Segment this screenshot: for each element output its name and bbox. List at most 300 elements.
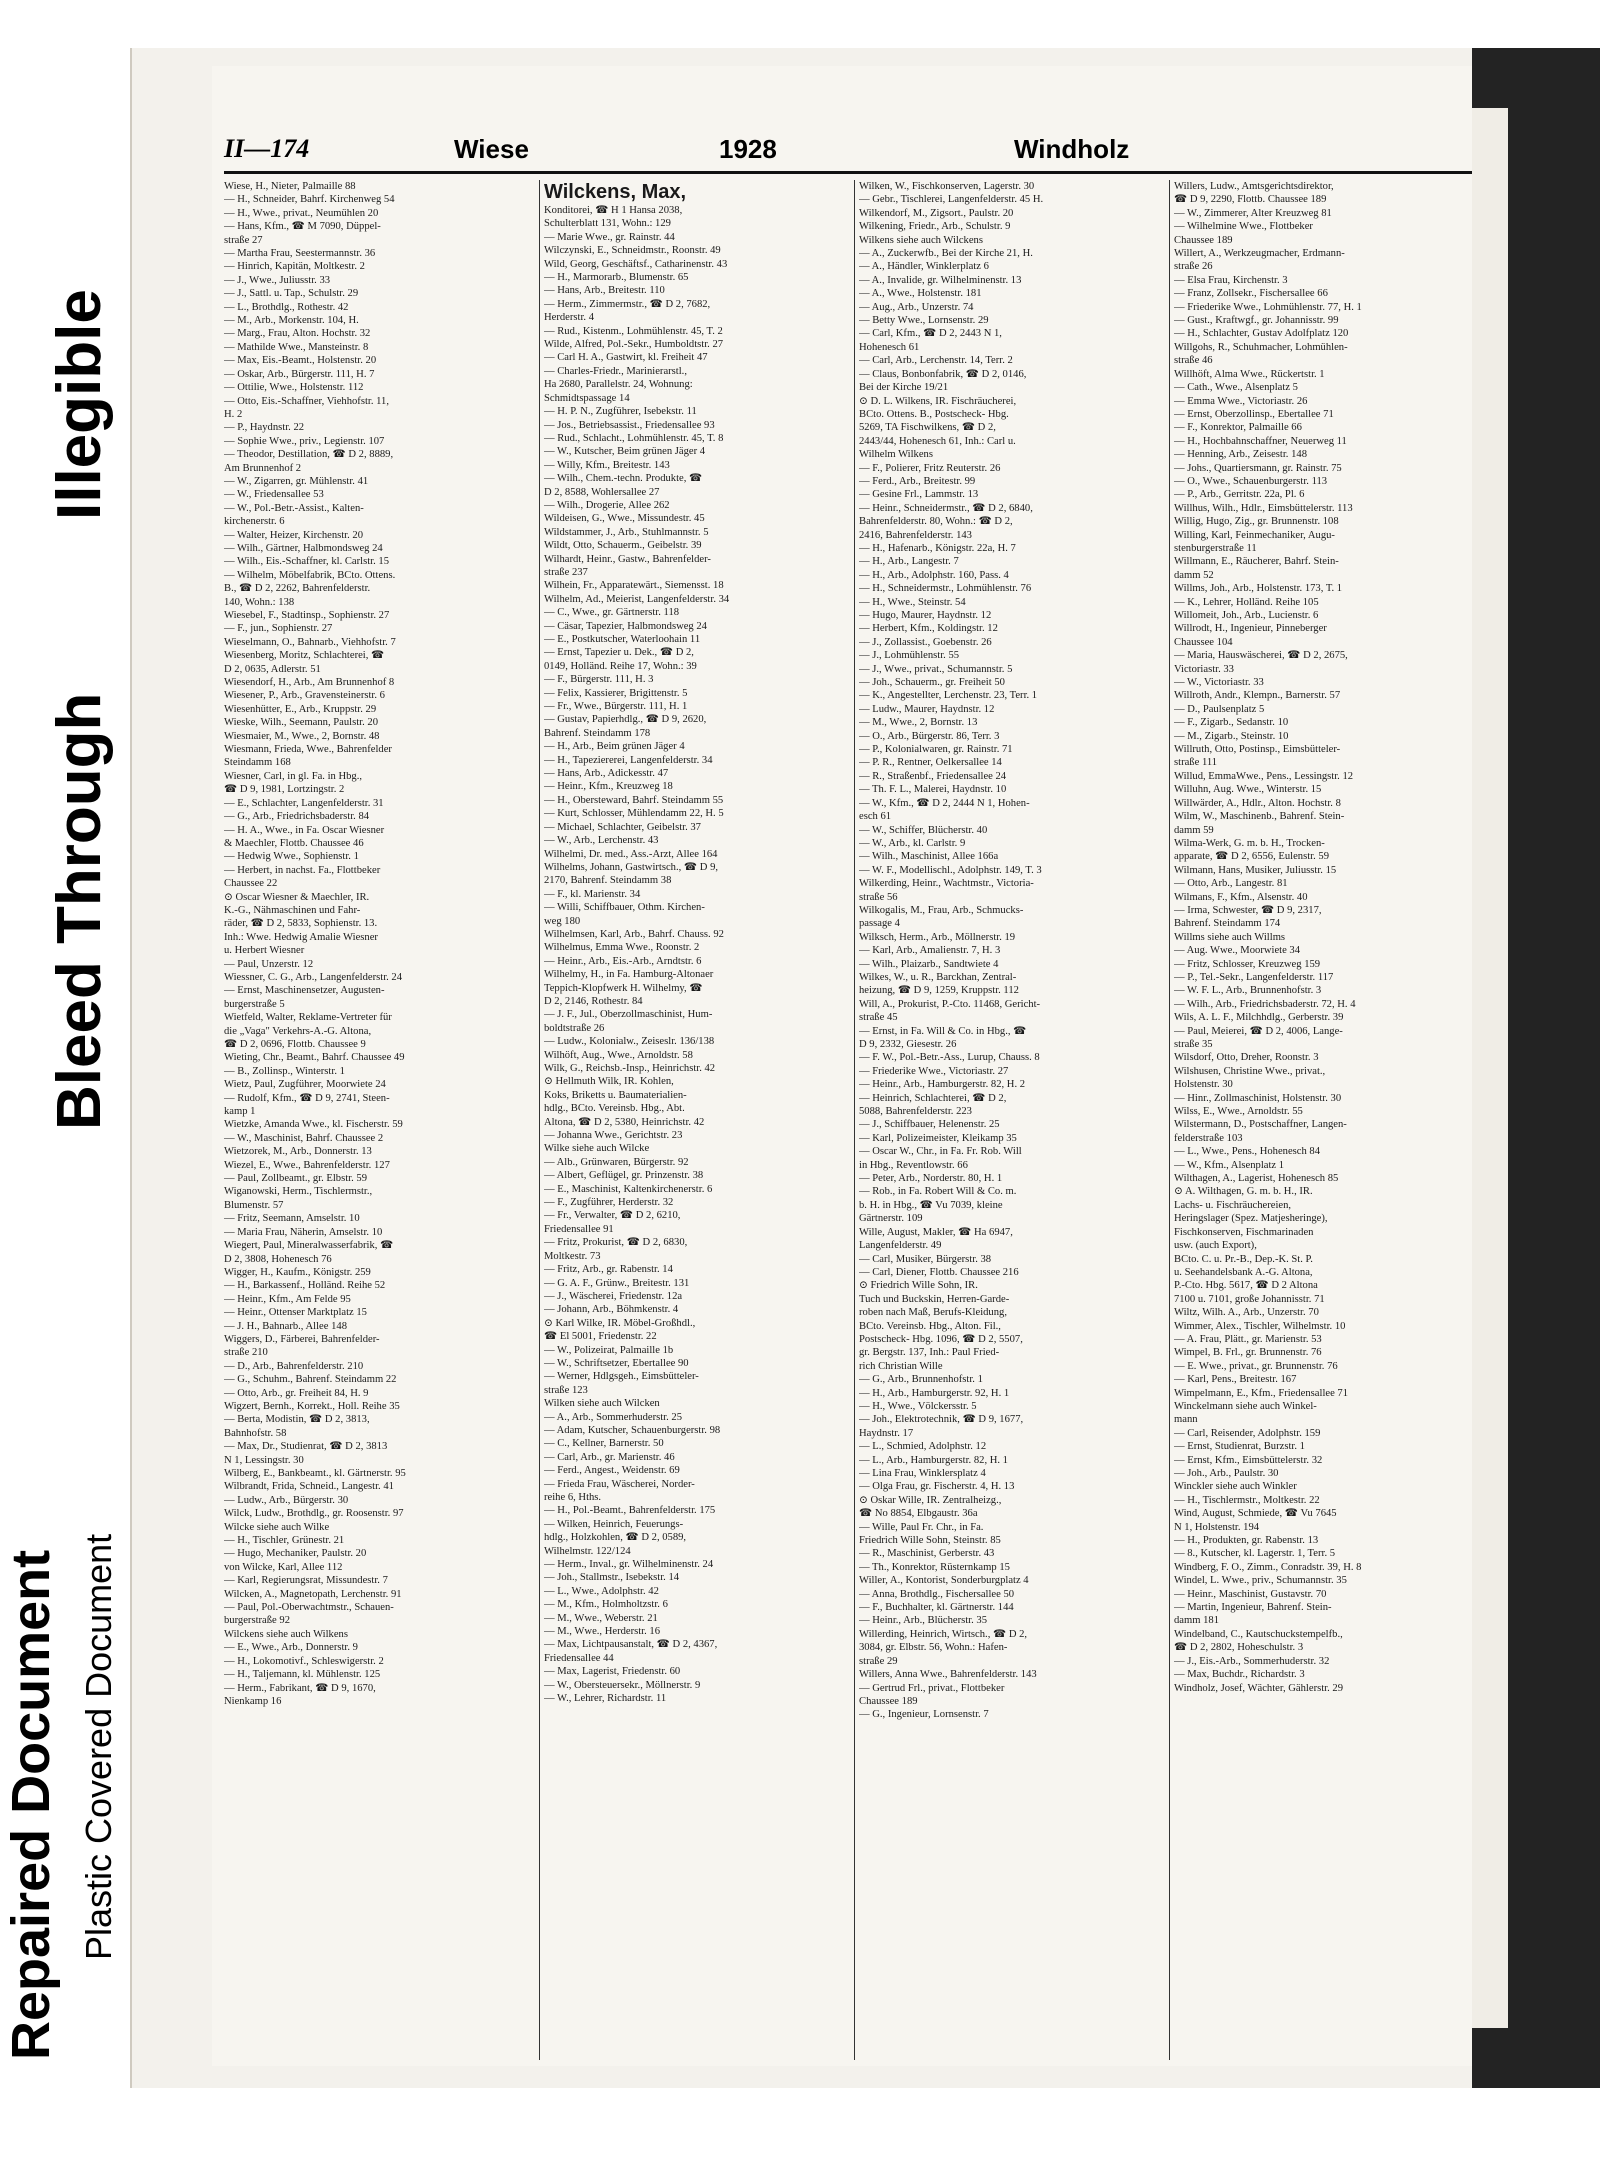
directory-entry: Wilmann, Hans, Musiker, Juliusstr. 15 [1174,864,1337,876]
directory-entry: — Ernst, Kfm., Eimsbüttelerstr. 32 [1174,1454,1323,1466]
directory-entry: — Fritz, Seemann, Amselstr. 10 [224,1213,360,1225]
directory-entry: Wieting, Chr., Beamt., Bahrf. Chaussee 49 [224,1052,405,1064]
directory-entry: Willroth, Andr., Klempn., Barnerstr. 57 [1174,690,1341,702]
directory-entry: Wilhelmy, H., in Fa. Hamburg-Altonaer [544,969,714,981]
column-4 [1169,180,1474,2060]
directory-entry: — Aug., Arb., Unzerstr. 74 [859,301,974,313]
directory-entry: P.-Cto. Hbg. 5617, ☎ D 2 Altona [1174,1280,1318,1292]
directory-entry: kamp 1 [224,1106,256,1118]
directory-entry: — H., Obersteward, Bahrf. Steindamm 55 [544,794,724,806]
directory-entry: — Ludw., Arb., Bürgerstr. 30 [224,1494,349,1506]
directory-entry: — J., Eis.-Arb., Sommerhuderstr. 32 [1174,1655,1330,1667]
directory-entry: D 9, 2332, Giesestr. 26 [859,1039,957,1050]
directory-entry: — H., Wwe., Völckersstr. 5 [859,1400,977,1412]
directory-entry: — J. H., Bahnarb., Allee 148 [224,1320,347,1332]
directory-entry: Windholz, Josef, Wächter, Gählerstr. 29 [1174,1682,1343,1694]
directory-entry: — 8., Kutscher, kl. Lagerstr. 1, Terr. 5 [1174,1548,1336,1560]
directory-entry: Wimmer, Alex., Tischler, Wilhelmstr. 10 [1174,1320,1346,1332]
directory-entry: B., ☎ D 2, 2262, Bahrenfelderstr. [224,583,371,595]
directory-entry: burgerstraße 5 [224,998,285,1010]
directory-entry: — Wilh., Eis.-Schaffner, kl. Carlstr. 15 [224,556,389,568]
directory-entry: — W., Schiffer, Blücherstr. 40 [859,824,988,836]
directory-entry: ☎ D 2, 2802, Hoheschulstr. 3 [1174,1642,1304,1654]
directory-entry: — F. W., Pol.-Betr.-Ass., Lurup, Chauss. 8 [859,1052,1040,1064]
directory-entry: Wieske, Wilh., Seemann, Paulstr. 20 [224,717,379,729]
directory-entry: — L., Wwe., Pens., Hohenesch 84 [1174,1146,1321,1158]
directory-entry: ☎ D 9, 2290, Flottb. Chaussee 189 [1174,194,1327,206]
directory-entry: — G., Ingenieur, Lornsenstr. 7 [859,1709,989,1721]
directory-entry: — Rud., Schlacht., Lohmühlenstr. 45, T. 8 [544,432,724,444]
bleed-through-label: Bleed Through [45,692,114,1130]
directory-entry: — Heinr., Schneidermstr., ☎ D 2, 6840, [859,502,1033,514]
directory-entry: esch 61 [859,811,892,823]
directory-entry: — Carl, Reisender, Adolphstr. 159 [1174,1427,1321,1439]
directory-entry: — Ludw., Kolonialw., Zeiseslr. 136/138 [544,1036,715,1048]
directory-entry: — Fritz, Arb., gr. Rabenstr. 14 [544,1264,673,1276]
directory-entry: — A. Frau, Plätt., gr. Marienstr. 53 [1174,1333,1322,1345]
directory-entry: Wilhein, Fr., Apparatewärt., Siemensst. 18 [544,580,724,592]
directory-entry: Wilkerding, Heinr., Wachtmstr., Victoria- [859,878,1034,890]
directory-entry: — Otto, Arb., Langestr. 81 [1174,878,1288,890]
directory-entry: — Wille, Paul Fr. Chr., in Fa. [859,1521,984,1533]
directory-entry: Wilkes, W., u. R., Barckhan, Zentral- [859,971,1017,983]
directory-entry: straße 45 [859,1012,898,1024]
directory-entry: — Maria Frau, Näherin, Amselstr. 10 [224,1226,383,1238]
directory-entry: — Marie Wwe., gr. Rainstr. 44 [544,231,675,243]
directory-entry: — Hinrich, Kapitän, Moltkestr. 2 [224,261,365,273]
directory-entry: — Theodor, Destillation, ☎ D 2, 8889, [224,449,394,461]
directory-entry: Inh.: Wwe. Hedwig Amalie Wiesner [224,931,378,943]
directory-entry: straße 237 [544,566,588,578]
directory-entry: Wiesebel, F., Stadtinsp., Sophienstr. 27 [224,610,390,621]
directory-entry: 140, Wohn.: 138 [224,596,295,608]
directory-entry: — Heinr., Maschinist, Gustavstr. 70 [1174,1588,1327,1600]
directory-entry: — H., Schlachter, Gustav Adolfplatz 120 [1174,328,1349,340]
directory-entry: Wiesener, P., Arb., Gravensteinerstr. 6 [224,690,385,702]
directory-entry: — Fritz, Prokurist, ☎ D 2, 6830, [544,1237,688,1249]
header-rule [224,171,1474,174]
directory-entry: — W., Arb., Lerchenstr. 43 [544,835,659,847]
directory-entry: — Oscar W., Chr., in Fa. Fr. Rob. Will [859,1146,1022,1158]
directory-entry: Bahrenf. Steindamm 174 [1174,918,1281,930]
page-header [224,134,1474,174]
directory-entry: — W., Kfm., Alsenplatz 1 [1174,1159,1285,1171]
directory-entry: Holstenstr. 30 [1174,1079,1233,1091]
directory-entry: — H., Tischler, Grünestr. 21 [224,1535,345,1547]
directory-entry: — Joh., Stallmstr., Isebekstr. 14 [544,1572,680,1584]
directory-entry: Wilkogalis, M., Frau, Arb., Schmucks- [859,904,1024,916]
directory-entry: Chaussee 189 [859,1695,918,1707]
directory-entry: roben nach Maß, Berufs-Kleidung, [859,1307,1007,1319]
directory-entry: Willuhn, Aug. Wwe., Winterstr. 15 [1174,784,1322,796]
directory-entry: — Wilhelmine Wwe., Flottbeker [1174,221,1313,233]
directory-entry: Windberg, F. O., Zimm., Conradstr. 39, H. 8 [1174,1561,1362,1573]
directory-entry: Wilkening, Friedr., Arb., Schulstr. 9 [859,221,1011,233]
header-year: 1928 [719,134,777,164]
directory-entry: — Herm., Inval., gr. Wilhelminenstr. 24 [544,1559,714,1571]
directory-entry: Wilck, Ludw., Brothdlg., gr. Roosenstr. 97 [224,1508,404,1520]
directory-entry: ⊙ Oscar Wiesner & Maechler, IR. [224,891,370,903]
directory-entry: — E., Wwe., Arb., Donnerstr. 9 [224,1642,358,1654]
directory-entry: — Gustav, Papierhdlg., ☎ D 9, 2620, [544,714,707,726]
directory-entry: — L., Schmied, Adolphstr. 12 [859,1441,987,1453]
directory-entry: — Ernst, Tapezier u. Dek., ☎ D 2, [544,647,694,659]
directory-entry: straße 29 [859,1655,898,1667]
directory-entry: — H., Lokomotivf., Schleswigerstr. 2 [224,1655,384,1667]
directory-entry: Am Brunnenhof 2 [224,462,302,474]
directory-entry: — A., Arb., Sommerhuderstr. 25 [544,1411,683,1423]
directory-entry: — Oskar, Arb., Bürgerstr. 111, H. 7 [224,368,375,380]
directory-entry: — H., Wwe., Steinstr. 54 [859,596,966,608]
left-margin [0,0,140,2177]
directory-entry: — W., Zimmerer, Alter Kreuzweg 81 [1174,207,1332,219]
directory-entry: Wilken, W., Fischkonserven, Lagerstr. 30 [859,181,1035,192]
directory-entry: Wilken siehe auch Wilcken [544,1398,660,1410]
directory-entry: Wind, August, Schmiede, ☎ Vu 7645 [1174,1508,1337,1520]
directory-entry: Willrodt, H., Ingenieur, Pinneberger [1174,623,1327,635]
directory-entry: Wilss, E., Wwe., Arnoldstr. 55 [1174,1106,1303,1118]
directory-entry: — Joh., Elektrotechnik, ☎ D 9, 1677, [859,1414,1024,1426]
directory-entry: — P., Tel.-Sekr., Langenfelderstr. 117 [1174,971,1334,983]
directory-entry: & Maechler, Flottb. Chaussee 46 [224,837,364,849]
directory-entry: — Johann, Arb., Böhmkenstr. 4 [544,1304,679,1316]
column-1 [224,180,524,2060]
directory-entry: Bei der Kirche 19/21 [859,382,949,394]
directory-entry: — Ernst, Oberzollinsp., Ebertallee 71 [1174,408,1334,420]
directory-entry: — Charles-Friedr., Marinierarstl., [544,365,687,377]
directory-entry: — H., Hafenarb., Königstr. 22a, H. 7 [859,542,1016,554]
directory-entry: Wiesmaier, M., Wwe., 2, Bornstr. 48 [224,730,380,742]
directory-entry: — Mathilde Wwe., Mansteinstr. 8 [224,341,369,353]
directory-entry: — W., Arb., kl. Carlstr. 9 [859,837,966,849]
directory-entry: Wilksch, Herm., Arb., Möllnerstr. 19 [859,931,1016,943]
directory-entry: Wilbrandt, Frida, Schneid., Langestr. 41 [224,1481,394,1493]
directory-entry: Herderstr. 4 [544,312,595,324]
directory-entry: — Sophie Wwe., priv., Legienstr. 107 [224,435,385,447]
directory-entry: — Karl, Arb., Amalienstr. 7, H. 3 [859,945,1001,957]
directory-entry: — Herbert, in nachst. Fa., Flottbeker [224,864,381,876]
directory-entry: — P., Kolonialwaren, gr. Rainstr. 71 [859,744,1013,756]
directory-entry: — Herm., Zimmermstr., ☎ D 2, 7682, [544,298,711,310]
directory-entry: — Willi, Schiffbauer, Othm. Kirchen- [544,902,705,914]
directory-entry: — Walter, Heizer, Kirchenstr. 20 [224,529,364,541]
directory-entry: Willhöft, Alma Wwe., Rückertstr. 1 [1174,368,1325,380]
header-first-word: Wiese [454,134,529,164]
directory-entry: Willers, Ludw., Amtsgerichtsdirektor, [1174,181,1334,192]
directory-entry: — Hans, Arb., Adickesstr. 47 [544,768,669,780]
directory-entry: Wilthagen, A., Lagerist, Hohenesch 85 [1174,1173,1339,1185]
directory-entry: — Franz, Zollsekr., Fischersallee 66 [1174,288,1328,300]
directory-entry: — Joh., Schauerm., gr. Freiheit 50 [859,677,1005,689]
directory-entry: — Otto, Eis.-Schaffner, Viehhofstr. 11, [224,395,389,407]
directory-entry: Wiltz, Wilh. A., Arb., Unzerstr. 70 [1174,1307,1319,1319]
directory-entry: — H., Pol.-Beamt., Bahrenfelderstr. 175 [544,1505,716,1517]
directory-entry: BCto. Ottens. B., Postscheck- Hbg. [859,408,1009,420]
directory-entry: — K., Angestellter, Lerchenstr. 23, Terr. 1 [859,690,1038,702]
directory-entry: — M., Arb., Morkenstr. 104, H. [224,315,359,327]
directory-entry: — W., Maschinist, Bahrf. Chaussee 2 [224,1132,384,1144]
directory-entry: — H., Schneider, Bahrf. Kirchenweg 54 [224,194,395,206]
directory-entry: — E., Schlachter, Langenfelderstr. 31 [224,797,384,809]
directory-entry: — Heinr., Arb., Blücherstr. 35 [859,1615,987,1627]
directory-entry: 2443/44, Hohenesch 61, Inh.: Carl u. [859,435,1016,447]
directory-entry: — Th. F. L., Malerei, Haydnstr. 10 [859,784,1007,796]
directory-entry: ⊙ Karl Wilke, IR. Möbel-Großhdl., [544,1317,696,1329]
directory-entry: — Gust., Kraftwgf., gr. Johannisstr. 99 [1174,315,1339,327]
directory-entry: BCto. C. u. Pr.-B., Dep.-K. St. P. [1174,1253,1313,1265]
directory-entry: ⊙ D. L. Wilkens, IR. Fischräucherei, [859,395,1017,407]
directory-entry: — P., Haydnstr. 22 [224,422,305,434]
directory-entry: Wildstammer, J., Arb., Stuhlmannstr. 5 [544,526,709,538]
directory-entry: Willwärder, A., Hdlr., Alton. Hochstr. 8 [1174,797,1341,809]
directory-entry: Friedrich Wille Sohn, Steinstr. 85 [859,1535,1001,1547]
directory-entry: — Ernst, Maschinensetzer, Augusten- [224,985,385,997]
directory-entry: ⊙ A. Wilthagen, G. m. b. H., IR. [1174,1186,1313,1198]
directory-entry: — Wilh., Plaizarb., Sandtwiete 4 [859,958,999,970]
directory-entry: — R., Straßenbf., Friedensallee 24 [859,770,1007,782]
directory-entry: — Ludw., Maurer, Haydnstr. 12 [859,703,995,715]
directory-entry: — L., Arb., Hamburgerstr. 82, H. 1 [859,1454,1008,1466]
directory-entry: Wilhelmus, Emma Wwe., Roonstr. 2 [544,942,700,954]
directory-entry: H. 2 [224,408,243,420]
directory-entry: straße 123 [544,1384,588,1396]
directory-entry: N 1, Holstenstr. 194 [1174,1521,1260,1533]
directory-entry: heizung, ☎ D 9, 1259, Kruppstr. 112 [859,985,1019,997]
directory-entry: — Olga Frau, gr. Fischerstr. 4, H. 13 [859,1481,1015,1493]
directory-entry: — Paul, Pol.-Oberwachtmstr., Schauen- [224,1602,394,1614]
directory-entry: — Fritz, Schlosser, Kreuzweg 159 [1174,958,1321,970]
directory-entry: — Fr., Verwalter, ☎ D 2, 6210, [544,1210,681,1222]
directory-entry: Wimpel, B. Frl., gr. Brunnenstr. 76 [1174,1347,1322,1359]
repaired-document-label: Repaired Document [1,1549,61,2060]
directory-entry: — H., Arb., Adolphstr. 160, Pass. 4 [859,569,1009,581]
directory-entry: hdlg., Holzkohlen, ☎ D 2, 0589, [544,1532,687,1544]
directory-entry: D 2, 3808, Hohenesch 76 [224,1253,332,1265]
directory-entry: straße 56 [859,891,898,903]
directory-entry: — O., Arb., Bürgerstr. 86, Terr. 3 [859,730,1000,742]
directory-entry: — Max, Dr., Studienrat, ☎ D 2, 3813 [224,1441,388,1453]
directory-entry: ☎ D 2, 0696, Flottb. Chaussee 9 [224,1039,366,1050]
directory-entry: — Berta, Modistin, ☎ D 2, 3813, [224,1414,370,1426]
directory-entry: Wiesenhütter, E., Arb., Kruppstr. 29 [224,703,377,715]
directory-entry: Friedensallee 44 [544,1652,614,1664]
directory-entry: — Karl, Regierungsrat, Missundestr. 7 [224,1575,388,1587]
directory-entry: Wiezel, E., Wwe., Bahrenfelderstr. 127 [224,1159,390,1171]
directory-entry: — W., Kutscher, Beim grünen Jäger 4 [544,446,706,458]
directory-entry: Wils, A. L. F., Milchhdlg., Gerberstr. 39 [1174,1012,1344,1024]
directory-entry: K.-G., Nähmaschinen und Fahr- [224,904,361,916]
directory-entry: — Carl H. A., Gastwirt, kl. Freiheit 47 [544,352,708,364]
directory-entry: Wildt, Otto, Schauerm., Geibelstr. 39 [544,540,702,552]
directory-entry: — L., Brothdlg., Rothestr. 42 [224,301,349,313]
directory-entry: — J., Lohmühlenstr. 55 [859,650,960,662]
directory-entry: Wiesenberg, Moritz, Schlachterei, ☎ [224,650,385,662]
directory-entry: — E. Wwe., privat., gr. Brunnenstr. 76 [1174,1360,1338,1372]
directory-entry: — Wilh., Maschinist, Allee 166a [859,851,999,863]
directory-columns [224,180,1474,2060]
scanned-page [132,48,1472,2088]
directory-entry: — Hans, Arb., Breitestr. 110 [544,285,665,297]
directory-entry: Willruth, Otto, Postinsp., Eimsbütteler- [1174,744,1341,756]
directory-entry: — F., kl. Marienstr. 34 [544,888,641,900]
directory-entry: — Heinr., Arb., Hamburgerstr. 82, H. 2 [859,1079,1026,1091]
directory-entry: straße 111 [1174,757,1218,769]
directory-entry: stenburgerstraße 11 [1174,542,1257,554]
directory-entry: gr. Bergstr. 137, Inh.: Paul Fried- [859,1347,1000,1359]
directory-entry: apparate, ☎ D 2, 6556, Eulenstr. 59 [1174,851,1330,863]
directory-entry: — Karl, Polizeimeister, Kleikamp 35 [859,1132,1017,1144]
directory-entry: Wilhelmstr. 122/124 [544,1545,631,1557]
directory-entry: N 1, Lessingstr. 30 [224,1454,304,1466]
directory-entry: — H. P. N., Zugführer, Isebekstr. 11 [544,406,697,418]
directory-entry: rich Christian Wille [859,1360,943,1372]
directory-entry: — W. F. L., Arb., Brunnenhofstr. 3 [1174,985,1322,997]
directory-entry: — W. F., Modellischl., Adolphstr. 149, T. 3 [859,864,1042,876]
directory-entry: Wilhelm, Ad., Meierist, Langenfelderstr. 34 [544,593,730,605]
directory-entry: — Wilhelm, Möbelfabrik, BCto. Ottens. [224,569,396,581]
directory-entry: — Rud., Kistenm., Lohmühlenstr. 45, T. 2 [544,325,723,337]
directory-entry: — Martha Frau, Seestermannstr. 36 [224,248,376,260]
directory-entry: Bahnhofstr. 58 [224,1427,287,1439]
directory-entry: Wietfeld, Walter, Reklame-Vertreter für [224,1012,392,1024]
directory-entry: Willer, A., Kontorist, Sonderburgplatz 4 [859,1575,1029,1587]
directory-entry: Schulterblatt 131, Wohn.: 129 [544,218,671,230]
directory-entry: Victoriastr. 33 [1174,663,1234,675]
directory-entry: — J., Wwe., Juliusstr. 33 [224,274,331,286]
directory-entry: Willud, EmmaWwe., Pens., Lessingstr. 12 [1174,770,1354,782]
directory-entry: Windel, L. Wwe., priv., Schumannstr. 35 [1174,1575,1347,1587]
directory-entry: — Lina Frau, Winklersplatz 4 [859,1468,986,1479]
directory-entry: — F., Polierer, Fritz Reuterstr. 26 [859,462,1001,474]
directory-entry: Bahrenfelderstr. 80, Wohn.: ☎ D 2, [859,516,1013,528]
directory-entry: Wilhelmi, Dr. med., Ass.-Arzt, Allee 164 [544,848,718,860]
directory-entry: Chaussee 189 [1174,234,1233,246]
directory-entry: — Wilken, Heinrich, Feuerungs- [544,1518,684,1530]
directory-entry: Tuch und Buckskin, Herren-Garde- [859,1293,1010,1305]
directory-entry: ☎ No 8854, Elbgaustr. 36a [859,1508,978,1520]
directory-entry: — Marg., Frau, Alton. Hochstr. 32 [224,328,371,340]
directory-entry: räder, ☎ D 2, 5833, Sophienstr. 13. [224,918,378,930]
directory-entry: Wiese, H., Nieter, Palmaille 88 [224,181,356,192]
directory-entry: — Werner, Hdlgsgeh., Eimsbütteler- [544,1371,699,1383]
directory-entry: Willomeit, Joh., Arb., Lucienstr. 6 [1174,610,1319,621]
directory-entry: Wiesner, Carl, in gl. Fa. in Hbg., [224,770,363,782]
directory-entry: Teppich-Klopfwerk H. Wilhelmy, ☎ [544,982,703,994]
directory-entry: Willms, Joh., Arb., Holstenstr. 173, T. 1 [1174,583,1343,595]
directory-entry: — Willy, Kfm., Breitestr. 143 [544,459,670,471]
directory-entry: — O., Wwe., Schauenburgerstr. 113 [1174,475,1328,487]
directory-entry: — Ferd., Angest., Weidenstr. 69 [544,1465,680,1477]
directory-entry: — J., Wäscherei, Friedenstr. 12a [544,1290,683,1302]
directory-entry: — Felix, Kassierer, Brigittenstr. 5 [544,687,688,699]
directory-entry: Wilshusen, Christine Wwe., privat., [1174,1065,1326,1077]
directory-entry: — P., Arb., Gerritstr. 22a, Pl. 6 [1174,489,1305,501]
directory-entry: — H., Barkassenf., Holländ. Reihe 52 [224,1280,386,1292]
directory-entry: — H., Arb., Beim grünen Jäger 4 [544,741,685,753]
illegible-label: Illegible [45,289,114,520]
directory-entry: von Wilcke, Karl, Allee 112 [224,1561,343,1573]
directory-entry: D 2, 0635, Adlerstr. 51 [224,663,321,675]
directory-entry: Wiganowski, Herm., Tischlermstr., [224,1186,373,1198]
directory-entry: — Joh., Arb., Paulstr. 30 [1174,1468,1279,1479]
directory-entry: 2416, Bahrenfelderstr. 143 [859,529,972,541]
directory-entry: damm 181 [1174,1615,1220,1627]
directory-entry: — Hans, Kfm., ☎ M 7090, Düppel- [224,221,381,233]
directory-entry: — Rob., in Fa. Robert Will & Co. m. [859,1186,1017,1198]
directory-entry: Lachs- u. Fischräuchereien, [1174,1199,1292,1211]
directory-entry: — H., Arb., Langestr. 7 [859,556,959,568]
directory-entry: felderstraße 103 [1174,1132,1243,1144]
directory-entry: — A., Zuckerwfb., Bei der Kirche 21, H. [859,248,1033,260]
directory-entry: Wiessner, C. G., Arb., Langenfelderstr. 24 [224,971,403,983]
directory-entry: Will, A., Prokurist, P.-Cto. 11468, Gericht- [859,998,1041,1010]
directory-entry: — Hedwig Wwe., Sophienstr. 1 [224,851,359,863]
directory-entry: D 2, 2146, Rothestr. 84 [544,995,643,1007]
directory-entry: Wilkendorf, M., Zigsort., Paulstr. 20 [859,207,1014,219]
directory-entry: Willers, Anna Wwe., Bahrenfelderstr. 143 [859,1669,1037,1681]
directory-entry: Wietzorek, M., Arb., Donnerstr. 13 [224,1146,372,1158]
directory-entry: Wimpelmann, E., Kfm., Friedensallee 71 [1174,1387,1349,1399]
directory-entry: Postscheck- Hbg. 1096, ☎ D 2, 5507, [859,1333,1023,1345]
directory-entry: — Carl, Arb., gr. Marienstr. 46 [544,1451,675,1463]
directory-entry: — Martin, Ingenieur, Bahrenf. Stein- [1174,1602,1332,1614]
directory-entry: Chaussee 104 [1174,636,1233,648]
directory-entry: Willms siehe auch Willms [1174,931,1286,943]
directory-entry: Willerding, Heinrich, Wirtsch., ☎ D 2, [859,1628,1028,1640]
directory-entry: — H., Wwe., privat., Neumühlen 20 [224,207,379,219]
directory-entry: 7100 u. 7101, große Johannisstr. 71 [1174,1293,1325,1305]
directory-entry: — H. A., Wwe., in Fa. Oscar Wiesner [224,824,385,836]
directory-entry: kirchenerstr. 6 [224,516,285,528]
page-curl [1472,108,1508,2028]
directory-entry: Friedensallee 91 [544,1223,614,1235]
directory-entry: — Max, Lagerist, Friedenstr. 60 [544,1666,681,1678]
directory-entry: — M., Wwe., Weberstr. 21 [544,1612,658,1624]
directory-entry: — D., Arb., Bahrenfelderstr. 210 [224,1360,364,1372]
directory-entry: — Heinr., Kfm., Am Felde 95 [224,1293,351,1305]
directory-entry: Willmann, E., Räucherer, Bahrf. Stein- [1174,556,1339,568]
column-2 [539,180,844,2060]
directory-entry: damm 52 [1174,569,1214,581]
directory-entry: Willig, Hugo, Zig., gr. Brunnenstr. 108 [1174,516,1339,528]
directory-entry: straße 46 [1174,355,1213,367]
directory-entry: ⊙ Hellmuth Wilk, IR. Kohlen, [544,1076,674,1088]
directory-entry: — H., Produkten, gr. Rabenstr. 13 [1174,1535,1319,1547]
directory-entry: — W., Pol.-Betr.-Assist., Kalten- [224,502,364,514]
directory-entry: Willgohs, R., Schuhmacher, Lohmühlen- [1174,341,1348,353]
directory-entry: — A., Wwe., Holstenstr. 181 [859,288,982,300]
directory-entry: Wille, August, Makler, ☎ Ha 6947, [859,1226,1013,1238]
directory-entry: — H., Tischlermstr., Moltkestr. 22 [1174,1494,1320,1506]
directory-entry: — Betty Wwe., Lornsenstr. 29 [859,315,989,327]
directory-entry: Wilhelmsen, Karl, Arb., Bahrf. Chauss. 92 [544,928,724,940]
directory-entry: — W., Kfm., ☎ D 2, 2444 N 1, Hohen- [859,797,1030,809]
directory-entry: Wild, Georg, Geschäftsf., Catharinenstr. 43 [544,258,728,270]
directory-entry: — G., Schuhm., Bahrenf. Steindamm 22 [224,1374,397,1386]
directory-entry: — F., Zugführer, Herderstr. 32 [544,1197,674,1209]
directory-entry: — G., Arb., Brunnenhofstr. 1 [859,1374,983,1386]
directory-entry: Wilstermann, D., Postschaffner, Langen- [1174,1119,1347,1131]
directory-entry: — J., Zollassist., Goebenstr. 26 [859,636,992,648]
directory-entry: — Ernst, Studienrat, Burzstr. 1 [1174,1441,1305,1453]
directory-entry: — Emma Wwe., Victoriastr. 26 [1174,395,1308,407]
directory-entry: — F., Buchhalter, kl. Gärtnerstr. 144 [859,1602,1014,1614]
directory-entry: 2170, Bahrenf. Steindamm 38 [544,875,672,887]
directory-entry: — Herm., Fabrikant, ☎ D 9, 1670, [224,1682,376,1694]
directory-entry: 5088, Bahrenfelderstr. 223 [859,1106,972,1118]
directory-entry: Wilhelm Wilkens [859,449,933,461]
directory-entry: — F., Zigarb., Sedanstr. 10 [1174,717,1289,729]
